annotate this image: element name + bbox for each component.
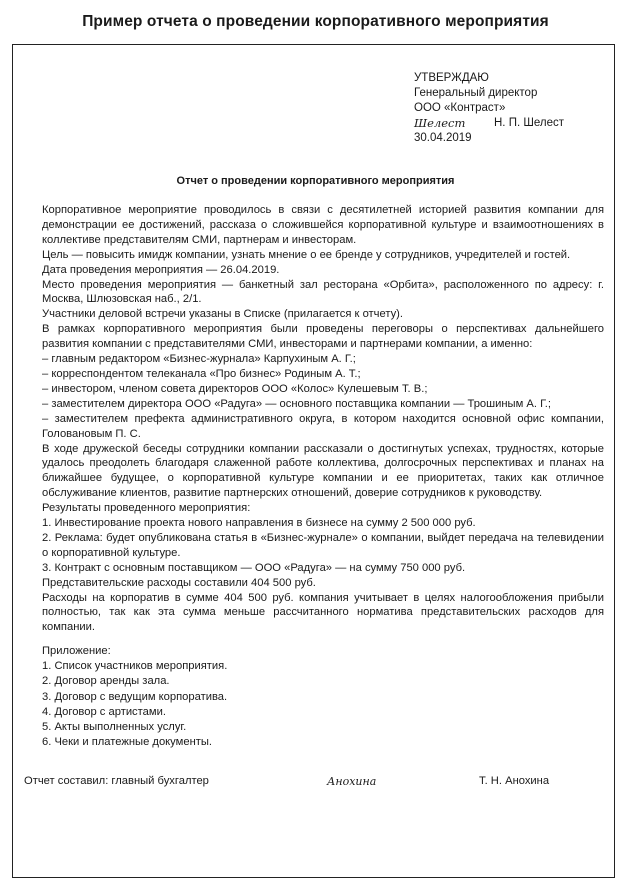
appendix-item: 6. Чеки и платежные документы. xyxy=(42,736,213,749)
appendix-item: 2. Договор аренды зала. xyxy=(42,675,170,688)
page-title: Пример отчета о проведении корпоративного мероприятия xyxy=(82,13,549,30)
list-item: – главным редактором «Бизнес-журнала» Карпухиным А. Г.; xyxy=(42,353,356,366)
accountant-signature: Анохина xyxy=(327,775,377,788)
footer-signature-row xyxy=(24,775,604,791)
director-name: Н. П. Шелест xyxy=(494,117,565,129)
report-title: Отчет о проведении корпоративного мероприятия xyxy=(176,175,455,187)
approval-date: 30.04.2019 xyxy=(414,132,472,144)
paragraph-results-heading: Результаты проведенного мероприятия: xyxy=(42,502,251,515)
appendix-block xyxy=(42,644,227,750)
director-signature: Шелест xyxy=(414,116,466,130)
list-item: – инвестором, членом совета директоров ООО «Колос» Кулешевым Т. В.; xyxy=(42,382,428,395)
paragraph-purpose: Корпоративное мероприятие проводилось в связи с десятилетней историей развития компании для демонстрации ее достижений, рассказа о сложившейся корпоративной культуре и взаимоотношениях в коллективе представителям СМИ, партнерам и инвесторам. xyxy=(42,204,604,246)
list-item: – заместителем директора ООО «Радуга» — основного поставщика компании — Трошиным А. Г.; xyxy=(42,397,551,410)
appendix-label: Приложение: xyxy=(42,645,111,657)
appendix-item: 3. Договор с ведущим корпоратива. xyxy=(42,690,228,703)
approval-block xyxy=(414,71,564,146)
appendix-item: 5. Акты выполненных услуг. xyxy=(42,721,187,734)
paragraph-participants: Участники деловой встречи указаны в Списке (прилагается к отчету). xyxy=(42,308,404,321)
paragraph-discussion: В ходе дружеской беседы сотрудники компании рассказали о достигнутых успехах, трудностях, которые удалось преодолеть благодаря слаженной работе коллектива, долгосрочных перспективах и планах на ближайшее будущее, о корпоративной культуре компании и ее приоритетах, таких как отличное обслуживание клиентов, развитие партнерских отношений, доверие сотрудников к руководству. xyxy=(42,442,604,500)
approval-label: УТВЕРЖДАЮ xyxy=(414,72,489,84)
list-item: – заместителем префекта административного округа, в котором находится основной офис компании, Головановым П. С. xyxy=(42,412,604,440)
approval-signature-row xyxy=(414,116,564,131)
paragraph-expenses: Представительские расходы составили 404 500 руб. xyxy=(42,576,316,589)
paragraph-date: Дата проведения мероприятия — 26.04.2019. xyxy=(42,263,280,276)
paragraph-tax: Расходы на корпоратив в сумме 404 500 руб. компания учитывает в целях налогообложения прибыли полностью, так как эта сумма меньше рассчитанного норматива представительских расходов для компании. xyxy=(42,591,604,634)
paragraph-negotiations: В рамках корпоративного мероприятия были проведены переговоры о перспективах дальнейшего развития компании с представителями СМИ, инвесторами и партнерами компании, а именно: xyxy=(42,323,604,351)
appendix-item: 1. Список участников мероприятия. xyxy=(42,660,228,673)
result-item: 2. Реклама: будет опубликована статья в «Бизнес-журнале» о компании, выйдет передача на телевидении о корпоративной культуре. xyxy=(42,531,604,559)
report-body xyxy=(42,203,604,635)
approval-position: Генеральный директор xyxy=(414,87,538,99)
approval-company: ООО «Контраст» xyxy=(414,102,506,114)
list-item: – корреспондентом телеканала «Про бизнес» Родиным А. Т.; xyxy=(42,367,361,380)
paragraph-place: Место проведения мероприятия — банкетный зал ресторана «Орбита», расположенного по адресу: г. Москва, Шлюзовская наб., 2/1. xyxy=(42,278,604,306)
appendix-item: 4. Договор с артистами. xyxy=(42,705,166,718)
paragraph-goal: Цель — повысить имидж компании, узнать мнение о ее бренде у сотрудников, учредителей и гостей. xyxy=(42,248,571,261)
accountant-name: Т. Н. Анохина xyxy=(479,775,550,787)
result-item: 3. Контракт с основным поставщиком — ООО «Радуга» — на сумму 750 000 руб. xyxy=(42,561,466,574)
compiled-by-label: Отчет составил: главный бухгалтер xyxy=(24,775,209,787)
result-item: 1. Инвестирование проекта нового направления в бизнесе на сумму 2 500 000 руб. xyxy=(42,517,476,530)
